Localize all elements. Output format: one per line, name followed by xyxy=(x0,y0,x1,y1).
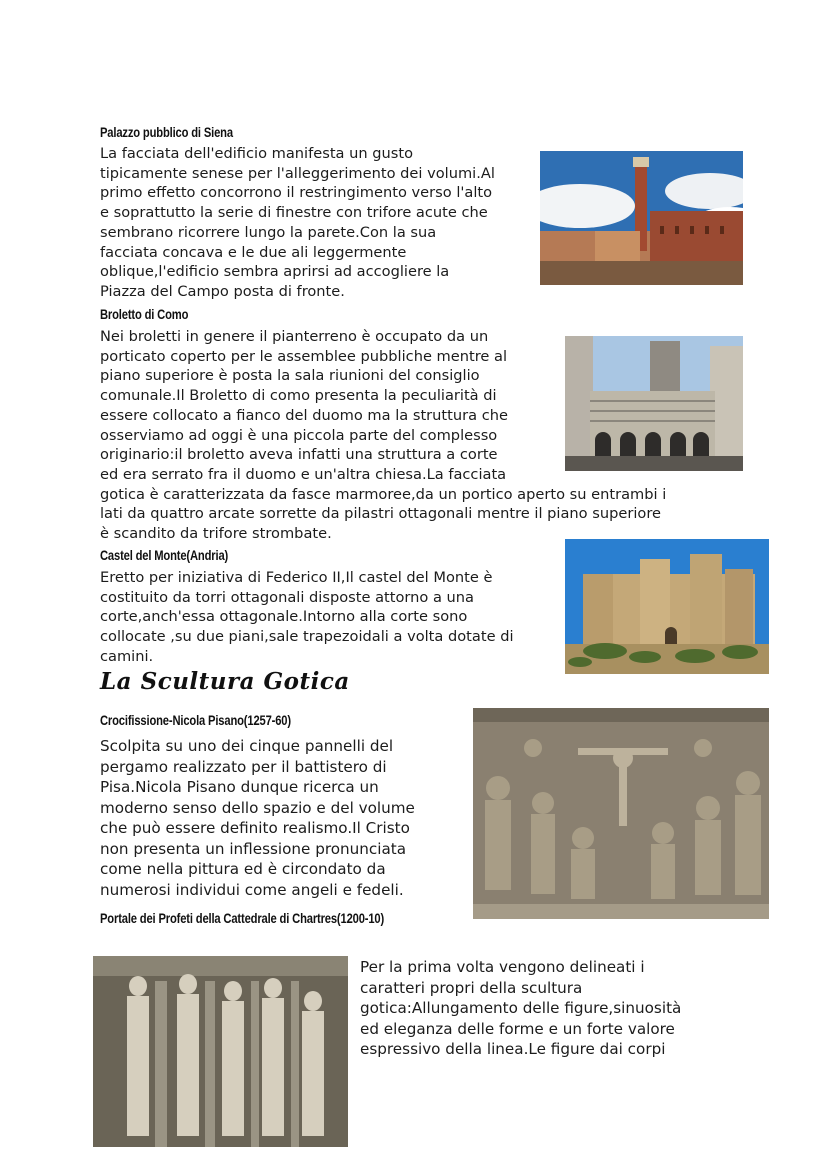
heading-como: Broletto di Como xyxy=(100,306,189,322)
chartres-portal-image xyxy=(93,956,348,1147)
crocifissione-relief-image xyxy=(473,708,769,919)
heading-pisano: Crocifissione-Nicola Pisano(1257-60) xyxy=(100,712,291,728)
text-castel: Eretto per iniziativa di Federico II,Il castel del Monte è costituito da torri ottagonali disposte attorno a una corte,anch'essa ottagonale.Intorno alla corte sono collocate ,su due piani,sale trapezoidali a volta dotate di camini. xyxy=(100,569,514,665)
text-pisano: Scolpita su uno dei cinque pannelli del pergamo realizzato per il battistero di Pisa.Nicola Pisano dunque ricerca un moderno senso dello spazio e del volume che può essere definito realismo.Il Cristo non presenta un inflessione pronunciata come nella pittura ed è circondato da numerosi individui come angeli e fedeli. xyxy=(100,737,415,899)
como-broletto-image xyxy=(565,336,743,471)
heading-siena: Palazzo pubblico di Siena xyxy=(100,124,233,140)
text-chartres: Per la prima volta vengono delineati i caratteri propri della scultura gotica:Allungamento delle figure,sinuosità ed eleganza delle forme e un forte valore espressivo della linea.Le figure dai corpi xyxy=(360,958,682,1058)
section-title-scultura: La Scultura Gotica xyxy=(100,668,350,695)
text-siena: La facciata dell'edificio manifesta un gusto tipicamente senese per l'alleggerimento dei volumi.Al primo effetto concorrono il restringimento verso l'alto e soprattutto la serie di finestre con trifore acute che sembrano ricorrere lungo la parete.Con la sua facciata concava e le due ali leggermente oblique,l'edificio sembra aprirsi ad accogliere la Piazza del Campo posta di fronte. xyxy=(100,145,495,300)
heading-castel: Castel del Monte(Andria) xyxy=(100,547,229,563)
text-como: Nei broletti in genere il pianterreno è occupato da un porticato coperto per le assemblee pubbliche mentre al piano superiore è posta la sala riunioni del consiglio comunale.Il Broletto di como presenta la peculiarità di essere collocato a fianco del duomo ma la struttura che osserviamo ad oggi è una piccola parte del complesso originario:il broletto aveva infatti una struttura a corte ed era serrato fra il duomo e un'altra chiesa.La facciata gotica è caratterizzata da fasce marmoree,da un portico aperto su entrambi i lati da quattro arcate sorrette da pilastri ottagonali mentre il piano superiore è scandito da trifore strombate. xyxy=(100,328,667,543)
siena-palazzo-image xyxy=(540,151,743,285)
heading-chartres: Portale dei Profeti della Cattedrale di Chartres(1200-10) xyxy=(100,910,385,926)
castel-del-monte-image xyxy=(565,539,769,674)
